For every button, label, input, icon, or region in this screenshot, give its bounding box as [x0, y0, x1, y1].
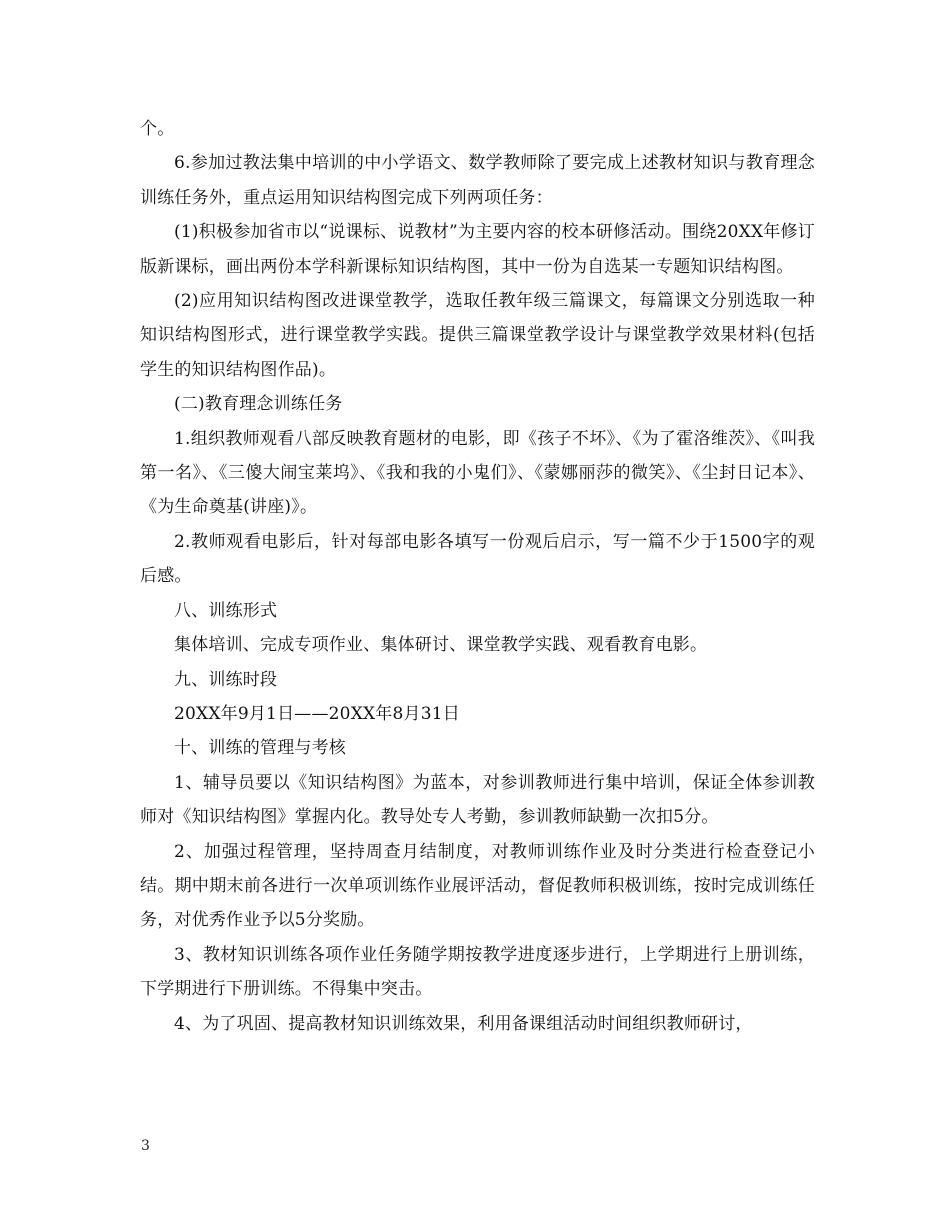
document-body — [140, 112, 815, 1041]
paragraph: 个。 — [140, 119, 175, 139]
page-number: 3 — [141, 1138, 150, 1154]
paragraph: 十、训练的管理与考核 — [174, 738, 346, 759]
paragraph: 3、教材知识训练各项作业任务随学期按教学进度逐步进行，上学期进行上册训练，下学期进行下册训练。不得集中突击。 — [140, 944, 815, 1000]
paragraph: 八、训练形式 — [174, 600, 278, 621]
paragraph: 6.参加过教法集中培训的中小学语文、数学教师除了要完成上述教材知识与教育理念训练任务外，重点运用知识结构图完成下列两项任务： — [140, 153, 815, 208]
paragraph: (1)积极参加省市以“说课标、说教材”为主要内容的校本研修活动。围绕20XX年修订版新课标，画出两份本学科新课标知识结构图，其中一份为自选某一专题知识结构图。 — [140, 222, 815, 277]
paragraph: (二)教育理念训练任务 — [174, 394, 343, 415]
paragraph: 20XX年9月1日——20XX年8月31日 — [174, 703, 460, 724]
paragraph: 2、加强过程管理，坚持周查月结制度，对教师训练作业及时分类进行检查登记小结。期中期末前各进行一次单项训练作业展评活动，督促教师积极训练，按时完成训练任务，对优秀作业予以5分奖励。 — [140, 841, 815, 931]
paragraph: 1.组织教师观看八部反映教育题材的电影，即《孩子不坏》、《为了霍洛维茨》、《叫我第一名》、《三傻大闹宝莱坞》、《我和我的小鬼们》、《蒙娜丽莎的微笑》、《尘封日记本》、《为生命奠基(讲座)》。 — [140, 428, 815, 518]
paragraph: 集体培训、完成专项作业、集体研讨、课堂教学实践、观看教育电影。 — [174, 635, 708, 656]
paragraph: 2.教师观看电影后，针对每部电影各填写一份观后启示，写一篇不少于1500字的观后感。 — [140, 531, 815, 587]
paragraph: (2)应用知识结构图改进课堂教学，选取任教年级三篇课文，每篇课文分别选取一种知识结构图形式，进行课堂教学实践。提供三篇课堂教学设计与课堂教学效果材料(包括学生的知识结构图作品)。 — [140, 291, 815, 380]
paragraph: 1、辅导员要以《知识结构图》为蓝本，对参训教师进行集中培训，保证全体参训教师对《知识结构图》掌握内化。教导处专人考勤，参训教师缺勤一次扣5分。 — [140, 772, 815, 828]
paragraph: 4、为了巩固、提高教材知识训练效果，利用备课组活动时间组织教师研讨， — [174, 1013, 753, 1034]
paragraph: 九、训练时段 — [174, 669, 278, 690]
